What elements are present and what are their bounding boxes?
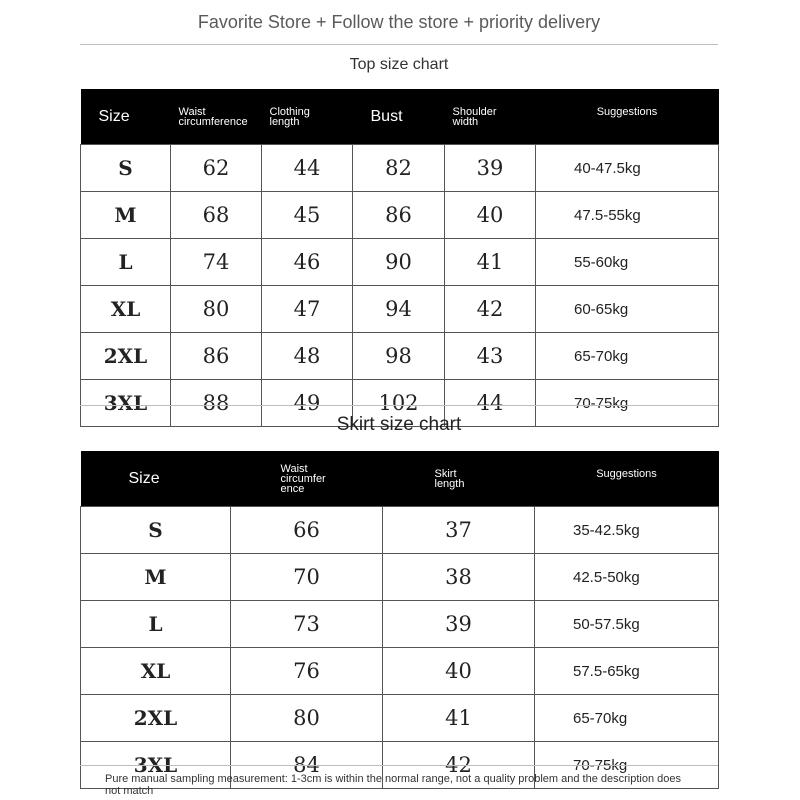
store-banner: Favorite Store + Follow the store + priority delivery — [80, 0, 718, 45]
bust-cell: 86 — [353, 192, 445, 239]
waist-cell: 62 — [171, 145, 262, 192]
header-skirt-length-line: length — [434, 477, 465, 490]
shoulder-width-cell: 44 — [445, 380, 536, 427]
size-cell: L — [81, 239, 171, 286]
suggestion-cell: 65-70kg — [535, 695, 719, 742]
table-row — [81, 601, 719, 648]
header-clothing-length-line: length — [269, 115, 300, 128]
header-clothing-length — [262, 89, 353, 145]
shoulder-width-cell: 39 — [445, 145, 536, 192]
table-row — [81, 239, 719, 286]
table-row — [81, 507, 719, 554]
suggestion-cell: 35-42.5kg — [535, 507, 719, 554]
divider — [80, 405, 718, 406]
skirt-size-table — [80, 451, 719, 789]
header-waist — [171, 89, 262, 145]
suggestion-cell: 65-70kg — [536, 333, 719, 380]
waist-cell: 76 — [231, 648, 383, 695]
suggestion-cell: 60-65kg — [536, 286, 719, 333]
suggestion-cell: 70-75kg — [535, 742, 719, 789]
clothing-length-cell: 44 — [262, 145, 353, 192]
waist-cell: 80 — [171, 286, 262, 333]
suggestion-cell: 47.5-55kg — [536, 192, 719, 239]
table-header-row — [81, 451, 719, 507]
waist-cell: 84 — [231, 742, 383, 789]
waist-cell: 73 — [231, 601, 383, 648]
table-row — [81, 192, 719, 239]
header-skirt-length-line: Skirt — [434, 467, 457, 480]
header-waist — [231, 451, 383, 507]
header-bust: Bust — [353, 89, 445, 145]
clothing-length-cell: 46 — [262, 239, 353, 286]
size-cell: 3XL — [81, 380, 171, 427]
clothing-length-cell: 48 — [262, 333, 353, 380]
suggestion-cell: 70-75kg — [536, 380, 719, 427]
skirt-length-cell: 39 — [383, 601, 535, 648]
waist-cell: 80 — [231, 695, 383, 742]
top-size-chart-title: Top size chart — [349, 56, 449, 73]
skirt-length-cell: 42 — [383, 742, 535, 789]
suggestion-cell: 55-60kg — [536, 239, 719, 286]
divider — [80, 765, 718, 766]
header-shoulder-width-line: Shoulder — [452, 105, 497, 118]
suggestion-cell: 40-47.5kg — [536, 145, 719, 192]
size-cell: XL — [81, 286, 171, 333]
header-shoulder-width-line: width — [452, 115, 479, 128]
suggestion-cell: 57.5-65kg — [535, 648, 719, 695]
waist-cell: 68 — [171, 192, 262, 239]
waist-cell: 66 — [231, 507, 383, 554]
skirt-length-cell: 41 — [383, 695, 535, 742]
table-row — [81, 648, 719, 695]
clothing-length-cell: 47 — [262, 286, 353, 333]
header-waist-line: circumfer — [280, 472, 326, 485]
bust-cell: 98 — [353, 333, 445, 380]
header-waist-line: circumference — [178, 115, 248, 128]
skirt-length-cell: 40 — [383, 648, 535, 695]
measurement-footnote: Pure manual sampling measurement: 1-3cm is within the normal range, not a quality problem and the description does not match — [105, 773, 681, 797]
bust-cell: 90 — [353, 239, 445, 286]
skirt-length-cell: 37 — [383, 507, 535, 554]
size-cell: 2XL — [81, 333, 171, 380]
size-cell: S — [81, 507, 231, 554]
waist-cell: 74 — [171, 239, 262, 286]
bust-cell: 82 — [353, 145, 445, 192]
clothing-length-cell: 45 — [262, 192, 353, 239]
suggestion-cell: 50-57.5kg — [535, 601, 719, 648]
header-size: Size — [81, 451, 231, 507]
shoulder-width-cell: 43 — [445, 333, 536, 380]
bust-cell: 102 — [353, 380, 445, 427]
waist-cell: 86 — [171, 333, 262, 380]
table-row — [81, 695, 719, 742]
size-cell: 2XL — [81, 695, 231, 742]
header-clothing-length-line: Clothing — [269, 105, 310, 118]
top-size-table — [80, 89, 719, 427]
header-suggestions: Suggestions — [536, 89, 719, 145]
size-cell: M — [81, 554, 231, 601]
suggestion-cell: 42.5-50kg — [535, 554, 719, 601]
waist-cell: 88 — [171, 380, 262, 427]
clothing-length-cell: 49 — [262, 380, 353, 427]
header-suggestions: Suggestions — [535, 451, 719, 507]
size-cell: M — [81, 192, 171, 239]
header-size: Size — [81, 89, 171, 145]
bust-cell: 94 — [353, 286, 445, 333]
waist-cell: 70 — [231, 554, 383, 601]
header-waist-line: Waist — [280, 462, 308, 475]
header-waist-line: ence — [280, 482, 305, 495]
shoulder-width-cell: 42 — [445, 286, 536, 333]
table-row — [81, 145, 719, 192]
header-waist-line: Waist — [178, 105, 206, 118]
header-shoulder-width — [445, 89, 536, 145]
size-cell: L — [81, 601, 231, 648]
shoulder-width-cell: 41 — [445, 239, 536, 286]
size-cell: 3XL — [81, 742, 231, 789]
header-skirt-length — [383, 451, 535, 507]
skirt-size-chart-title: Skirt size chart — [336, 414, 462, 435]
table-row — [81, 286, 719, 333]
skirt-length-cell: 38 — [383, 554, 535, 601]
shoulder-width-cell: 40 — [445, 192, 536, 239]
table-row — [81, 554, 719, 601]
table-header-row — [81, 89, 719, 145]
size-cell: S — [81, 145, 171, 192]
size-cell: XL — [81, 648, 231, 695]
table-row — [81, 333, 719, 380]
